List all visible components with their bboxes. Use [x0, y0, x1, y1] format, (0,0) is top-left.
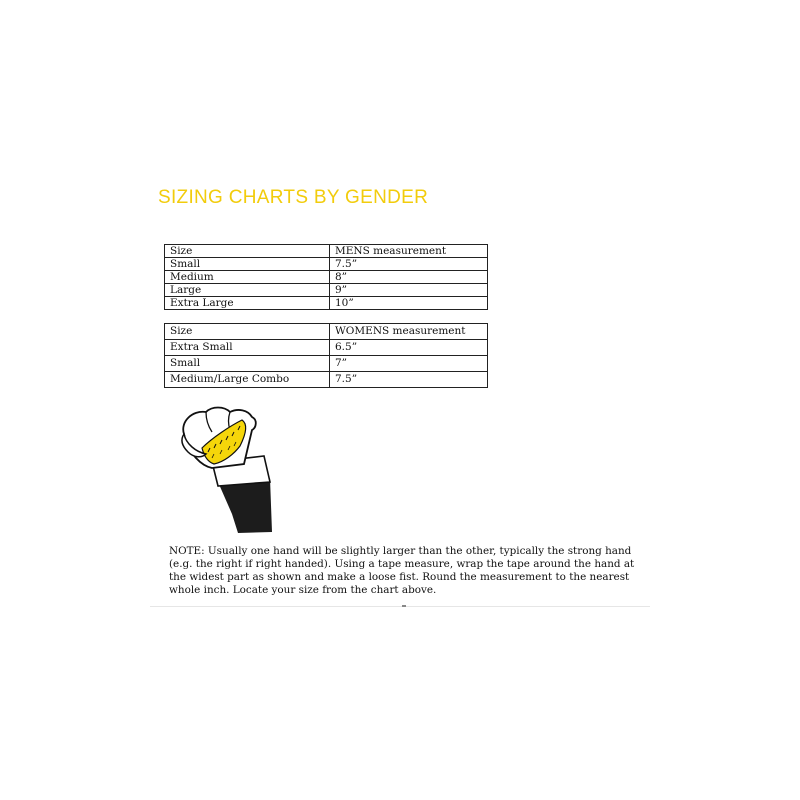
size-cell: Medium/Large Combo — [165, 372, 330, 388]
page-title: SIZING CHARTS BY GENDER — [158, 187, 429, 208]
measurement-cell: 10” — [330, 297, 488, 310]
sizing-note: NOTE: Usually one hand will be slightly larger than the other, typically the strong hand (e.g. the right if right handed). Using a tape measure, wrap the tape around the hand at the widest part as shown and make a loose fist. Round the measurement to the nearest whole inch. Locate your size from the chart above. — [169, 545, 635, 596]
measurement-cell: 8” — [330, 271, 488, 284]
table-row — [165, 258, 488, 271]
womens-measurement-header-cell: WOMENS measurement — [330, 324, 488, 340]
size-cell: Extra Large — [165, 297, 330, 310]
size-cell: Large — [165, 284, 330, 297]
measurement-cell: 7” — [330, 356, 488, 372]
table-row — [165, 356, 488, 372]
table-row — [165, 271, 488, 284]
table-row — [165, 340, 488, 356]
divider-tick — [402, 605, 406, 607]
size-cell: Medium — [165, 271, 330, 284]
measurement-cell: 7.5” — [330, 372, 488, 388]
womens-size-table — [164, 323, 488, 388]
measurement-cell: 6.5” — [330, 340, 488, 356]
size-header-cell: Size — [165, 245, 330, 258]
measurement-cell: 9” — [330, 284, 488, 297]
table-header-row — [165, 245, 488, 258]
fist-with-tape-measure-icon — [172, 404, 298, 534]
size-cell: Small — [165, 258, 330, 271]
size-cell: Small — [165, 356, 330, 372]
table-row — [165, 372, 488, 388]
measurement-cell: 7.5” — [330, 258, 488, 271]
table-row — [165, 284, 488, 297]
size-header-cell: Size — [165, 324, 330, 340]
divider — [150, 606, 650, 607]
mens-measurement-header-cell: MENS measurement — [330, 245, 488, 258]
mens-size-table — [164, 244, 488, 310]
table-header-row — [165, 324, 488, 340]
size-cell: Extra Small — [165, 340, 330, 356]
table-row — [165, 297, 488, 310]
